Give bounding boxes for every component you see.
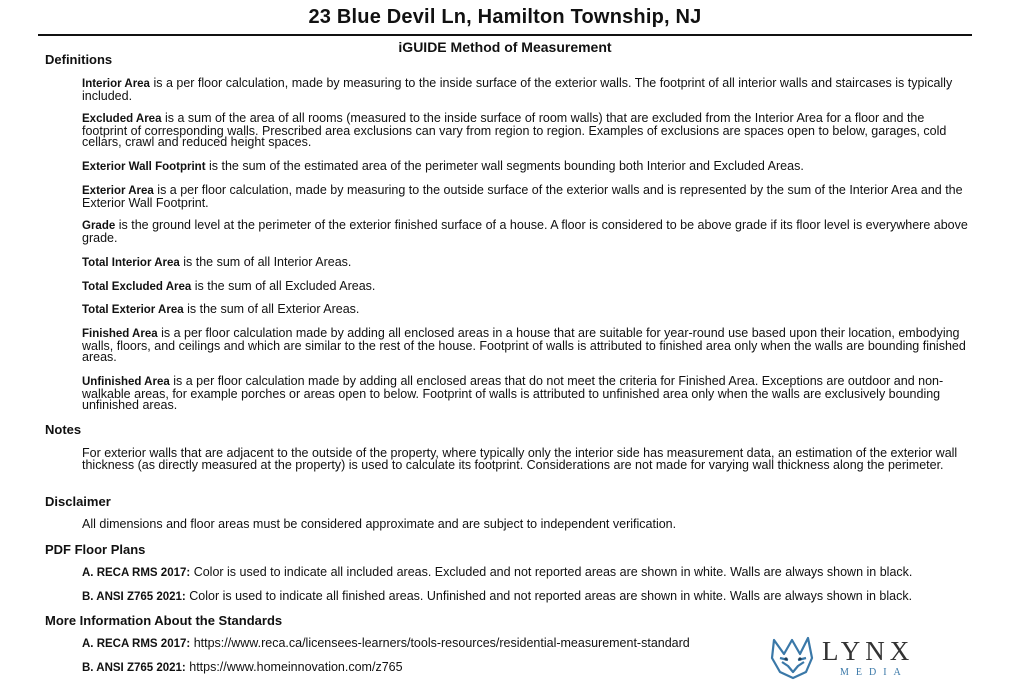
definition-finished-area: Finished Area is a per floor calculation made by adding all enclosed areas in a house that are suitable for year-round use based upon their location, embodying walls, floors, and ceilings and which are similar to the rest of the house. Footprint of walls is attributed to finished area only when the walls are bounding finished areas.	[82, 326, 966, 364]
definition-total-exterior-area: Total Exterior Area is the sum of all Exterior Areas.	[82, 302, 360, 316]
definition-grade: Grade is the ground level at the perimeter of the exterior finished surface of a house. A floor is considered to be above grade if its floor level is everywhere above grade.	[82, 218, 968, 245]
document-subtitle: iGUIDE Method of Measurement	[398, 39, 612, 55]
definition-exterior-area: Exterior Area is a per floor calculation, made by measuring to the outside surface of the exterior walls and is represented by the sum of the Interior Area and the Exterior Wall Footprint.	[82, 183, 963, 210]
pdf-floor-plan-ansi: B. ANSI Z765 2021: Color is used to indicate all finished areas. Unfinished and not reported areas are shown in white. Walls are always shown in black.	[82, 589, 913, 603]
definitions-heading: Definitions	[45, 52, 113, 67]
more-info-reca: A. RECA RMS 2017: https://www.reca.ca/licensees-learners/tools-resources/residential-measurement-standard	[82, 636, 690, 650]
ansi-link[interactable]: https://www.homeinnovation.com/z765	[185, 660, 403, 674]
title-divider	[38, 34, 972, 36]
logo-wordmark: LYNX	[822, 636, 915, 666]
pdf-floor-plans-heading: PDF Floor Plans	[45, 542, 146, 557]
pdf-floor-plan-reca: A. RECA RMS 2017: Color is used to indicate all included areas. Excluded and not reported areas are shown in white. Walls are always shown in black.	[82, 565, 913, 579]
disclaimer-text: All dimensions and floor areas must be considered approximate and are subject to independent verification.	[82, 517, 677, 531]
definition-unfinished-area: Unfinished Area is a per floor calculation made by adding all enclosed areas that do not meet the criteria for Finished Area. Exceptions are outdoor and non-walkable areas, for example porches or areas open to below. Footprint of walls is attributed to unfinished area only when the walls are exclusively bounding unfinished areas.	[82, 374, 944, 412]
notes-heading: Notes	[45, 422, 82, 437]
definition-excluded-area: Excluded Area is a sum of the area of all rooms (measured to the inside surface of room walls) that are excluded from the Interior Area for a floor and the footprint of corresponding walls. Prescribed area exclusions can vary from region to region. Examples of exclusions are spaces open to below, garages, cold cellars, crawl and reduced height spaces.	[82, 111, 947, 149]
reca-link[interactable]: https://www.reca.ca/licensees-learners/tools-resources/residential-measurement-standard	[190, 636, 690, 650]
definition-total-excluded-area: Total Excluded Area is the sum of all Excluded Areas.	[82, 279, 376, 293]
document-title: 23 Blue Devil Ln, Hamilton Township, NJ	[308, 6, 702, 28]
definition-total-interior-area: Total Interior Area is the sum of all Interior Areas.	[82, 255, 352, 269]
disclaimer-heading: Disclaimer	[45, 494, 111, 509]
notes-text: For exterior walls that are adjacent to the outside of the property, where typically only the interior side has measurement data, an estimation of the exterior wall thickness (as directly measured at the property) is used to calculate its footprint. Considerations are not made for varying wall thickness along the perimeter.	[82, 446, 958, 472]
more-info-heading: More Information About the Standards	[45, 613, 283, 628]
more-info-ansi: B. ANSI Z765 2021: https://www.homeinnovation.com/z765	[82, 660, 403, 674]
logo-subtext: MEDIA	[840, 667, 908, 678]
definition-exterior-wall-footprint: Exterior Wall Footprint is the sum of the estimated area of the perimeter wall segments bounding both Interior and Excluded Areas.	[82, 159, 804, 173]
definition-interior-area: Interior Area is a per floor calculation, made by measuring to the inside surface of the exterior walls. The footprint of all interior walls and staircases is typically included.	[82, 76, 953, 103]
